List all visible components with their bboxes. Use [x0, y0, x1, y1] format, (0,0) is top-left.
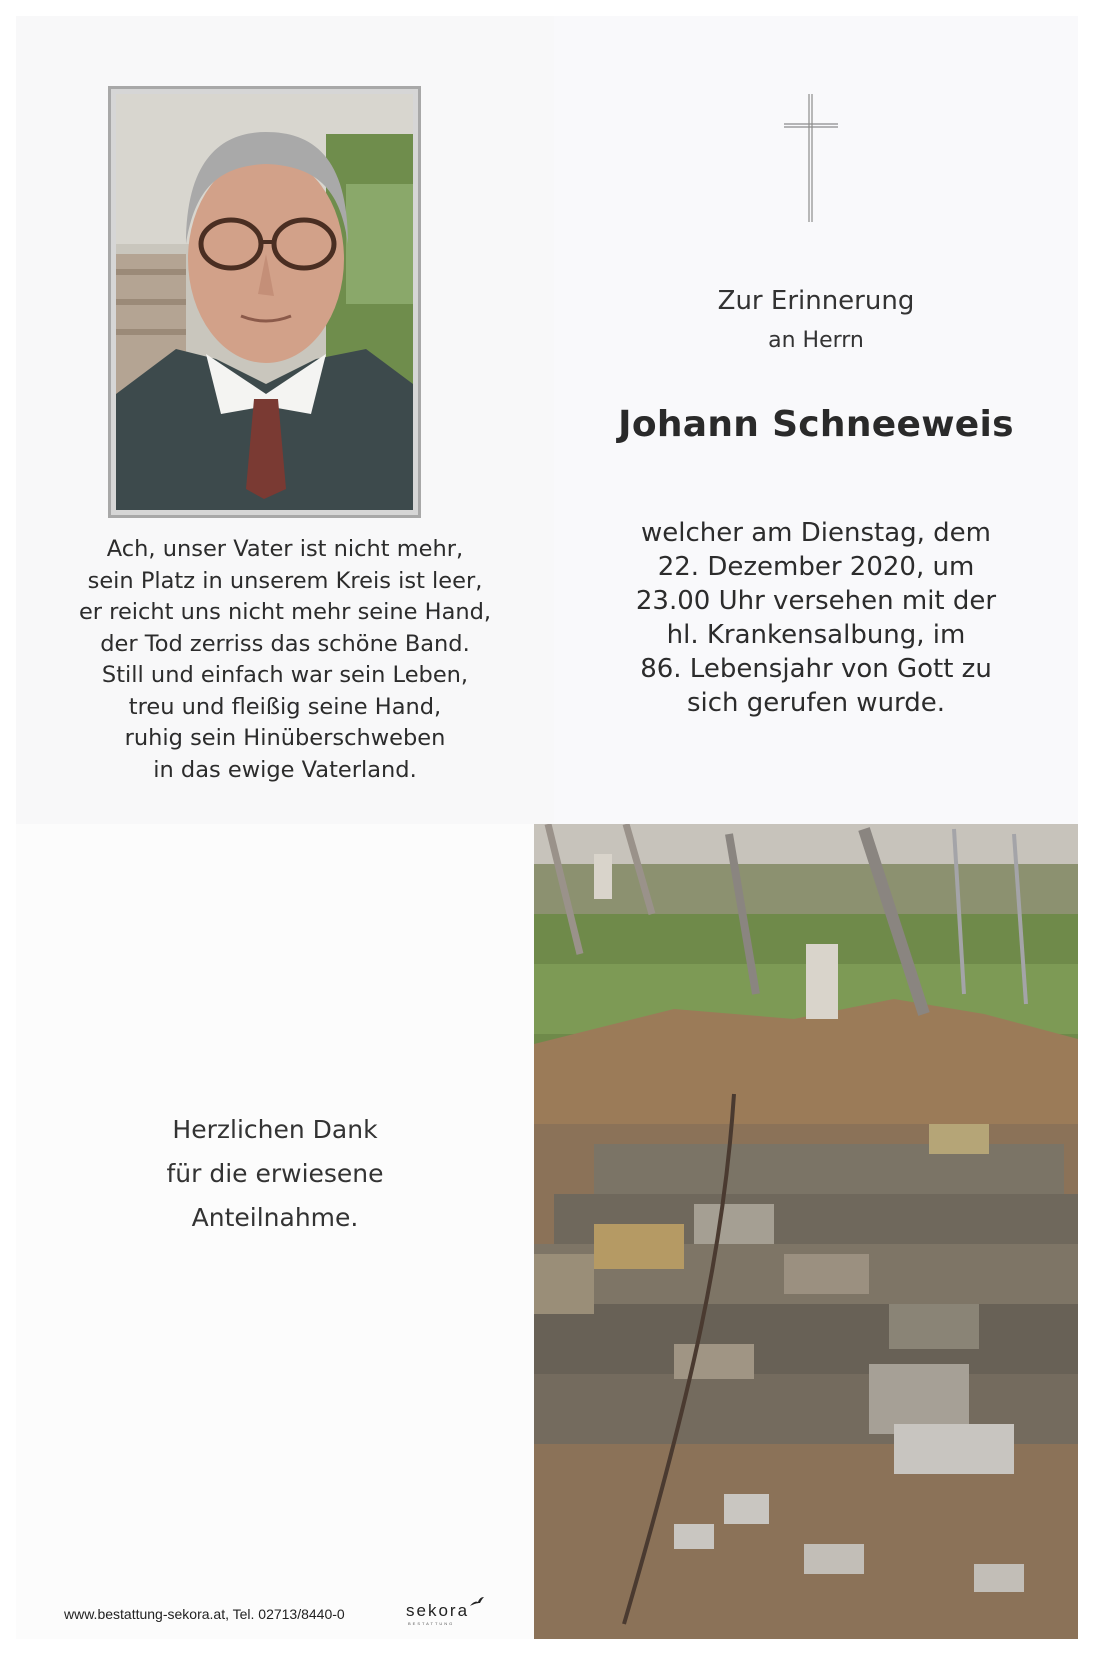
poem-line: der Tod zerriss das schöne Band.	[100, 630, 470, 657]
poem-line: Ach, unser Vater ist nicht mehr,	[106, 536, 464, 562]
card-back-right	[534, 824, 1078, 1639]
thanks-message	[16, 1108, 534, 1240]
poem-line: treu und fleißig seine Hand,	[128, 693, 442, 720]
logo-brand: sekora	[406, 1601, 470, 1620]
card-front-right	[554, 16, 1078, 824]
poem-line: ruhig sein Hinüberschweben	[124, 725, 446, 751]
death-notice-line: 86. Lebensjahr von Gott zu	[640, 654, 992, 684]
memory-subtitle: an Herrn	[768, 328, 864, 353]
card-front-left	[16, 16, 554, 824]
portrait-photo	[116, 94, 413, 510]
death-notice-line: sich gerufen wurde.	[686, 688, 946, 718]
death-notice-line: 22. Dezember 2020, um	[657, 552, 975, 582]
thanks-line: für die erwiesene	[166, 1159, 384, 1188]
vineyard-stone-wall-photo	[534, 824, 1078, 1639]
footer	[48, 1598, 518, 1628]
logo-subtitle: BESTATTUNG	[408, 1621, 455, 1626]
bird-icon	[469, 1596, 485, 1608]
cross-icon	[776, 88, 846, 228]
death-notice-line: hl. Krankensalbung, im	[666, 620, 966, 650]
death-notice-line: 23.00 Uhr versehen mit der	[635, 586, 997, 616]
poem	[16, 534, 554, 786]
thanks-line: Anteilnahme.	[191, 1203, 359, 1232]
poem-line: in das ewige Vaterland.	[153, 756, 417, 783]
death-notice	[554, 516, 1078, 720]
card-back-left	[16, 824, 534, 1639]
poem-line: Still und einfach war sein Leben,	[101, 662, 469, 688]
memory-title: Zur Erinnerung	[717, 286, 915, 316]
deceased-name: Johann Schneeweis	[618, 404, 1014, 445]
thanks-line: Herzlichen Dank	[172, 1115, 378, 1144]
poem-line: er reicht uns nicht mehr seine Hand,	[78, 599, 492, 625]
portrait-frame	[108, 86, 421, 518]
footer-contact: www.bestattung-sekora.at, Tel. 02713/8440-0	[64, 1606, 345, 1622]
death-notice-line: welcher am Dienstag, dem	[641, 518, 991, 548]
poem-line: sein Platz in unserem Kreis ist leer,	[87, 567, 483, 594]
